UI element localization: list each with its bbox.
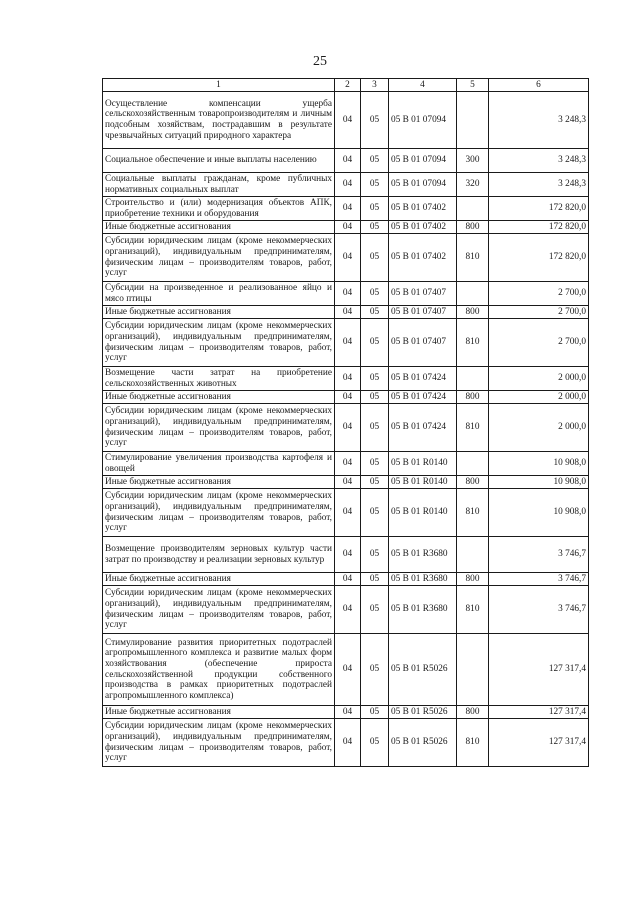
table-row	[103, 197, 589, 221]
row-section-cell: 04	[335, 573, 361, 586]
row-subsection-cell: 05	[361, 489, 389, 537]
row-target-article-cell: 05 В 01 R5026	[389, 706, 457, 719]
row-amount-cell: 3 248,3	[489, 149, 589, 173]
row-name-cell: Иные бюджетные ассигнования	[103, 306, 335, 319]
row-name-cell: Возмещение части затрат на приобретение сельскохозяйственных животных	[103, 367, 335, 391]
row-name-cell: Субсидии юридическим лицам (кроме некоммерческих организаций), индивидуальным предпринимателям, физическим лицам – производителям товаров, работ, услуг	[103, 234, 335, 282]
row-section-cell: 04	[335, 489, 361, 537]
table-row	[103, 319, 589, 367]
column-header: 3	[361, 79, 389, 92]
row-name-cell: Субсидии юридическим лицам (кроме некоммерческих организаций), индивидуальным предпринимателям, физическим лицам – производителям товаров, работ, услуг	[103, 404, 335, 452]
row-expense-type-cell	[457, 367, 489, 391]
row-amount-cell: 3 746,7	[489, 586, 589, 634]
table-row	[103, 173, 589, 197]
column-header: 2	[335, 79, 361, 92]
row-expense-type-cell	[457, 452, 489, 476]
row-expense-type-cell: 800	[457, 306, 489, 319]
row-subsection-cell: 05	[361, 173, 389, 197]
row-expense-type-cell: 810	[457, 719, 489, 767]
row-amount-cell: 10 908,0	[489, 452, 589, 476]
row-expense-type-cell	[457, 634, 489, 706]
row-subsection-cell: 05	[361, 537, 389, 573]
row-subsection-cell: 05	[361, 452, 389, 476]
table-header-row	[103, 79, 589, 92]
row-name-cell: Иные бюджетные ассигнования	[103, 706, 335, 719]
row-section-cell: 04	[335, 319, 361, 367]
row-amount-cell: 2 700,0	[489, 306, 589, 319]
row-subsection-cell: 05	[361, 149, 389, 173]
row-section-cell: 04	[335, 404, 361, 452]
table-row	[103, 719, 589, 767]
row-section-cell: 04	[335, 452, 361, 476]
row-name-cell: Строительство и (или) модернизация объектов АПК, приобретение техники и оборудования	[103, 197, 335, 221]
row-subsection-cell: 05	[361, 404, 389, 452]
table-row	[103, 489, 589, 537]
table-row	[103, 391, 589, 404]
row-section-cell: 04	[335, 391, 361, 404]
row-target-article-cell: 05 В 01 07424	[389, 367, 457, 391]
row-target-article-cell: 05 В 01 07402	[389, 197, 457, 221]
table-row	[103, 367, 589, 391]
row-target-article-cell: 05 В 01 07094	[389, 92, 457, 149]
row-name-cell: Субсидии юридическим лицам (кроме некоммерческих организаций), индивидуальным предпринимателям, физическим лицам – производителям товаров, работ, услуг	[103, 489, 335, 537]
row-expense-type-cell: 810	[457, 319, 489, 367]
row-target-article-cell: 05 В 01 07094	[389, 149, 457, 173]
row-amount-cell: 3 746,7	[489, 573, 589, 586]
row-section-cell: 04	[335, 634, 361, 706]
row-target-article-cell: 05 В 01 R0140	[389, 452, 457, 476]
row-amount-cell: 127 317,4	[489, 634, 589, 706]
row-target-article-cell: 05 В 01 07407	[389, 306, 457, 319]
row-name-cell: Субсидии на произведенное и реализованное яйцо и мясо птицы	[103, 282, 335, 306]
table-row	[103, 149, 589, 173]
row-section-cell: 04	[335, 234, 361, 282]
row-section-cell: 04	[335, 282, 361, 306]
row-expense-type-cell: 800	[457, 221, 489, 234]
row-amount-cell: 2 700,0	[489, 319, 589, 367]
row-subsection-cell: 05	[361, 282, 389, 306]
row-amount-cell: 2 700,0	[489, 282, 589, 306]
row-section-cell: 04	[335, 221, 361, 234]
row-name-cell: Социальное обеспечение и иные выплаты населению	[103, 149, 335, 173]
row-amount-cell: 172 820,0	[489, 197, 589, 221]
row-name-cell: Субсидии юридическим лицам (кроме некоммерческих организаций), индивидуальным предпринимателям, физическим лицам – производителям товаров, работ, услуг	[103, 319, 335, 367]
table-row	[103, 234, 589, 282]
table-row	[103, 586, 589, 634]
table-row	[103, 404, 589, 452]
row-subsection-cell: 05	[361, 367, 389, 391]
table-row	[103, 92, 589, 149]
row-subsection-cell: 05	[361, 234, 389, 282]
row-subsection-cell: 05	[361, 306, 389, 319]
row-subsection-cell: 05	[361, 92, 389, 149]
row-amount-cell: 3 248,3	[489, 92, 589, 149]
row-name-cell: Иные бюджетные ассигнования	[103, 221, 335, 234]
table-row	[103, 476, 589, 489]
row-expense-type-cell: 800	[457, 706, 489, 719]
row-target-article-cell: 05 В 01 R3680	[389, 586, 457, 634]
row-subsection-cell: 05	[361, 634, 389, 706]
row-name-cell: Стимулирование увеличения производства картофеля и овощей	[103, 452, 335, 476]
table-row	[103, 282, 589, 306]
row-name-cell: Иные бюджетные ассигнования	[103, 573, 335, 586]
row-expense-type-cell: 800	[457, 476, 489, 489]
row-name-cell: Иные бюджетные ассигнования	[103, 476, 335, 489]
budget-table	[102, 78, 589, 767]
row-name-cell: Субсидии юридическим лицам (кроме некоммерческих организаций), индивидуальным предпринимателям, физическим лицам – производителям товаров, работ, услуг	[103, 586, 335, 634]
row-amount-cell: 3 746,7	[489, 537, 589, 573]
row-target-article-cell: 05 В 01 07407	[389, 319, 457, 367]
row-section-cell: 04	[335, 173, 361, 197]
row-section-cell: 04	[335, 706, 361, 719]
row-section-cell: 04	[335, 586, 361, 634]
row-name-cell: Стимулирование развития приоритетных подотраслей агропромышленного комплекса и развитие малых форм хозяйствования (обеспечение прироста сельскохозяйственной продукции собственного производства в рамках приоритетных подотраслей агропромышленного комплекса)	[103, 634, 335, 706]
row-expense-type-cell	[457, 92, 489, 149]
row-expense-type-cell: 800	[457, 573, 489, 586]
row-target-article-cell: 05 В 01 R3680	[389, 573, 457, 586]
row-section-cell: 04	[335, 476, 361, 489]
row-amount-cell: 10 908,0	[489, 476, 589, 489]
row-target-article-cell: 05 В 01 07424	[389, 404, 457, 452]
row-section-cell: 04	[335, 92, 361, 149]
row-amount-cell: 2 000,0	[489, 404, 589, 452]
row-section-cell: 04	[335, 719, 361, 767]
row-amount-cell: 172 820,0	[489, 234, 589, 282]
row-section-cell: 04	[335, 306, 361, 319]
row-name-cell: Субсидии юридическим лицам (кроме некоммерческих организаций), индивидуальным предпринимателям, физическим лицам – производителям товаров, работ, услуг	[103, 719, 335, 767]
table-row	[103, 221, 589, 234]
row-subsection-cell: 05	[361, 706, 389, 719]
row-amount-cell: 3 248,3	[489, 173, 589, 197]
column-header: 4	[389, 79, 457, 92]
table-row	[103, 306, 589, 319]
table-row	[103, 573, 589, 586]
row-expense-type-cell: 810	[457, 404, 489, 452]
page-number: 25	[313, 54, 327, 69]
row-section-cell: 04	[335, 149, 361, 173]
table-row	[103, 706, 589, 719]
column-header: 5	[457, 79, 489, 92]
row-amount-cell: 2 000,0	[489, 391, 589, 404]
row-expense-type-cell	[457, 282, 489, 306]
row-target-article-cell: 05 В 01 07094	[389, 173, 457, 197]
row-target-article-cell: 05 В 01 R0140	[389, 489, 457, 537]
row-target-article-cell: 05 В 01 R5026	[389, 634, 457, 706]
table-row	[103, 452, 589, 476]
row-expense-type-cell: 810	[457, 234, 489, 282]
row-amount-cell: 2 000,0	[489, 367, 589, 391]
row-amount-cell: 127 317,4	[489, 719, 589, 767]
row-target-article-cell: 05 В 01 07402	[389, 221, 457, 234]
column-header: 1	[103, 79, 335, 92]
row-subsection-cell: 05	[361, 391, 389, 404]
row-subsection-cell: 05	[361, 719, 389, 767]
row-section-cell: 04	[335, 367, 361, 391]
row-subsection-cell: 05	[361, 319, 389, 367]
row-expense-type-cell: 320	[457, 173, 489, 197]
row-expense-type-cell	[457, 197, 489, 221]
table-row	[103, 537, 589, 573]
row-expense-type-cell: 300	[457, 149, 489, 173]
row-expense-type-cell: 800	[457, 391, 489, 404]
row-expense-type-cell: 810	[457, 586, 489, 634]
row-expense-type-cell: 810	[457, 489, 489, 537]
row-amount-cell: 10 908,0	[489, 489, 589, 537]
row-name-cell: Осуществление компенсации ущерба сельскохозяйственным товаропроизводителям и личным подсобным хозяйствам, пострадавшим в результате чрезвычайных ситуаций природного характера	[103, 92, 335, 149]
row-section-cell: 04	[335, 197, 361, 221]
table-row	[103, 634, 589, 706]
row-name-cell: Иные бюджетные ассигнования	[103, 391, 335, 404]
row-amount-cell: 127 317,4	[489, 706, 589, 719]
row-subsection-cell: 05	[361, 586, 389, 634]
column-header: 6	[489, 79, 589, 92]
row-subsection-cell: 05	[361, 573, 389, 586]
row-target-article-cell: 05 В 01 R5026	[389, 719, 457, 767]
row-target-article-cell: 05 В 01 07424	[389, 391, 457, 404]
row-subsection-cell: 05	[361, 476, 389, 489]
row-target-article-cell: 05 В 01 R0140	[389, 476, 457, 489]
row-name-cell: Возмещение производителям зерновых культур части затрат по производству и реализации зерновых культур	[103, 537, 335, 573]
row-section-cell: 04	[335, 537, 361, 573]
row-name-cell: Социальные выплаты гражданам, кроме публичных нормативных социальных выплат	[103, 173, 335, 197]
row-subsection-cell: 05	[361, 221, 389, 234]
row-target-article-cell: 05 В 01 07407	[389, 282, 457, 306]
row-target-article-cell: 05 В 01 07402	[389, 234, 457, 282]
row-expense-type-cell	[457, 537, 489, 573]
row-amount-cell: 172 820,0	[489, 221, 589, 234]
table-body	[103, 92, 589, 767]
row-target-article-cell: 05 В 01 R3680	[389, 537, 457, 573]
row-subsection-cell: 05	[361, 197, 389, 221]
